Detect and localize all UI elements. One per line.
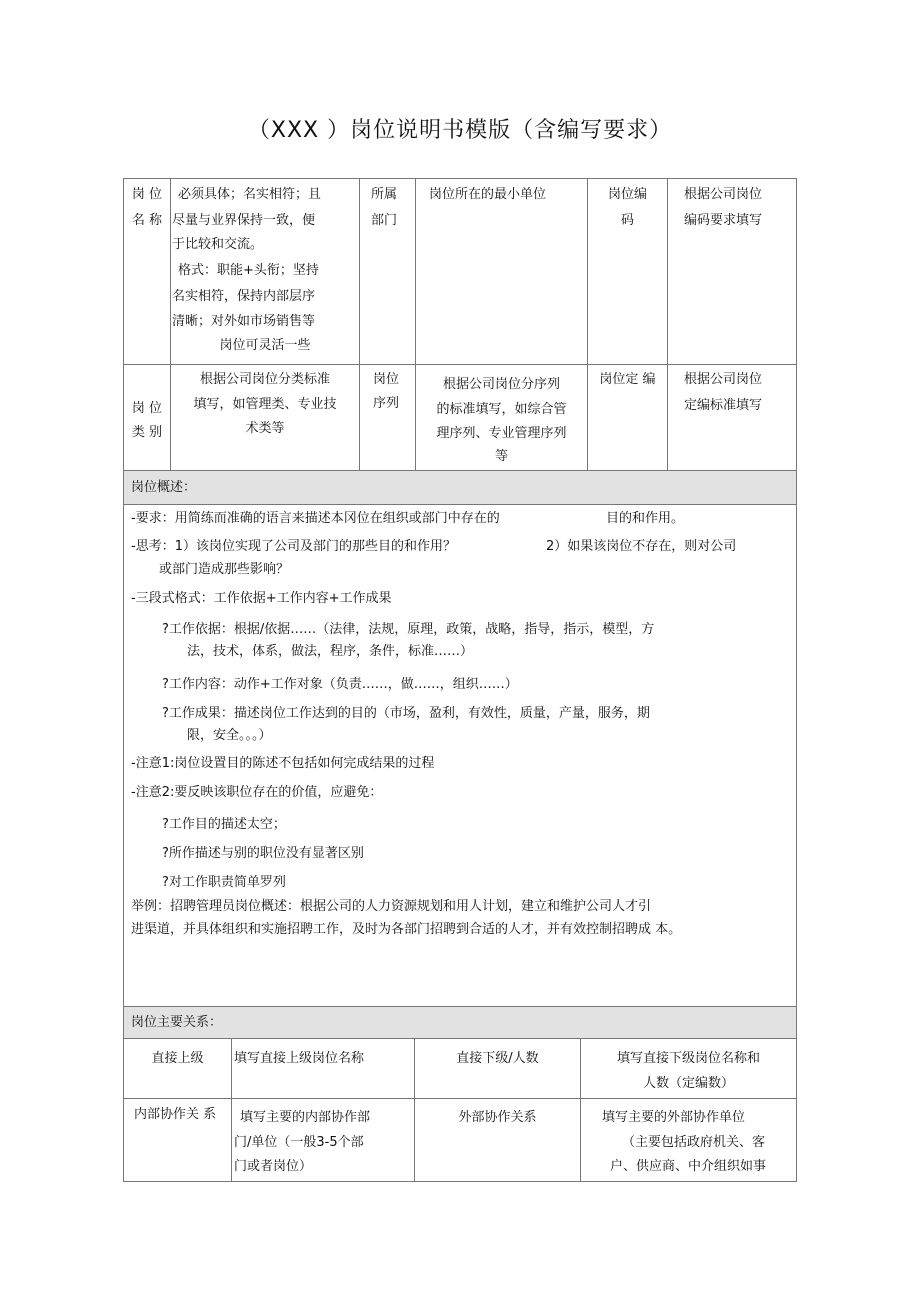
overview-header-band (124, 470, 797, 504)
code-label-2: 码 (620, 213, 634, 228)
overview-example-1: 举例：招聘管理员岗位概述：根据公司的人力资源规划和用人计划，建立和维护公司人才引 (131, 899, 652, 914)
position-name-label-1: 岗 位 (131, 187, 163, 202)
code-value-2: 编码要求填写 (684, 213, 763, 228)
category-value-1: 根据公司岗位分类标准 (199, 372, 330, 387)
overview-note2: -注意2:要反映该职位存在的价值，应避免： (131, 785, 383, 800)
overview-req-2: 目的和作用。 (606, 511, 685, 526)
subordinate-value-1: 填写直接下级岗位名称和 (616, 1051, 760, 1066)
dept-label-2: 部门 (371, 213, 398, 228)
quota-label: 岗位定 编 (599, 372, 656, 387)
document-title: （XXX ）岗位说明书模版（含编写要求） (247, 118, 673, 143)
relations-header: 岗位主要关系： (131, 1015, 223, 1030)
overview-header: 岗位概述： (131, 480, 197, 495)
overview-req-1: -要求：用简练而准确的语言来描述本冈位在组织或部门中存在的 (131, 511, 500, 526)
overview-note1: -注意1:岗位设置目的陈述不包括如何完成结果的过程 (131, 756, 435, 771)
code-label-1: 岗位编 (607, 187, 647, 202)
position-name-req-2: 尽量与业界保持一致，便 (172, 213, 316, 228)
overview-basis-1: ?工作依据：根据/依据……（法律，法规，原理，政策，战略，指导，指示，模型，方 (162, 622, 655, 637)
overview-content: ?工作内容：动作+工作对象（负责……，做……，组织……） (162, 677, 518, 692)
internal-label: 内部协作关 系 (134, 1107, 217, 1122)
relations-header-band (124, 1006, 797, 1038)
overview-result-2: 限，安全。。。） (187, 728, 272, 743)
position-name-req-1: 必须具体；名实相符；且 (178, 187, 322, 202)
category-label-1: 岗 位 (131, 401, 163, 416)
position-name-format-3: 清晰；对外如市场销售等 (172, 314, 316, 329)
position-name-format-1: 格式：职能+头衔；坚持 (178, 263, 319, 278)
external-value-3: 户、供应商、中介组织如事 (610, 1159, 767, 1174)
category-value-3: 术类等 (245, 421, 285, 436)
overview-format: -三段式格式：工作依据+工作内容+工作成果 (131, 591, 392, 606)
dept-label-1: 所属 (371, 187, 398, 202)
quota-value-2: 定编标准填写 (684, 398, 763, 413)
external-value-2: （主要包括政府机关、客 (622, 1135, 766, 1150)
sequence-value-3: 理序列、专业管理序列 (436, 426, 567, 441)
sequence-value-1: 根据公司岗位分序列 (442, 377, 560, 392)
overview-avoid-1: ?工作目的描述太空； (162, 817, 286, 832)
quota-value-1: 根据公司岗位 (684, 372, 763, 387)
sequence-label-2: 序列 (373, 396, 400, 411)
position-name-req-3: 于比较和交流。 (172, 237, 264, 252)
category-label-2: 类 别 (131, 425, 163, 440)
sequence-value-2: 的标准填写，如综合管 (436, 402, 567, 417)
position-name-format-2: 名实相符，保持内部层序 (172, 289, 316, 304)
overview-think-3: 或部门造成那些影响？ (159, 562, 290, 577)
overview-result-1: ?工作成果：描述岗位工作达到的目的（市场，盈利，有效性，质量，产量，服务，期 (162, 706, 650, 721)
external-label: 外部协作关系 (458, 1110, 537, 1125)
overview-think-1: -思考：1）该岗位实现了公司及部门的那些目的和作用？ (131, 539, 456, 554)
overview-avoid-3: ?对工作职责简单罗列 (162, 875, 286, 890)
category-value-2: 填写，如管理类、专业技 (193, 397, 337, 412)
position-name-label-2: 名 称 (131, 213, 163, 228)
position-name-format-4: 岗位可灵活一些 (219, 338, 311, 353)
sequence-label-1: 岗位 (373, 372, 400, 387)
overview-basis-2: 法，技术，体系，做法，程序，条件，标准……） (187, 644, 474, 659)
subordinate-value-2: 人数（定编数） (642, 1076, 734, 1091)
internal-value-2: 门/单位（一般3-5个部 (234, 1135, 364, 1150)
subordinate-label: 直接下级/人数 (456, 1051, 539, 1066)
internal-value-3: 门或者岗位） (234, 1159, 313, 1174)
overview-example-2: 进渠道，并具体组织和实施招聘工作，及时为各部门招聘到合适的人才，并有效控制招聘成 本。 (131, 922, 682, 937)
overview-think-2: 2）如果该岗位不存在，则对公司 (546, 539, 737, 554)
overview-avoid-2: ?所作描述与别的职位没有显著区别 (162, 846, 364, 861)
superior-value: 填写直接上级岗位名称 (234, 1051, 365, 1066)
dept-value: 岗位所在的最小单位 (429, 187, 547, 202)
sequence-value-4: 等 (494, 449, 508, 464)
external-value-1: 填写主要的外部协作单位 (602, 1110, 746, 1125)
superior-label: 直接上级 (151, 1051, 204, 1066)
internal-value-1: 填写主要的内部协作部 (240, 1110, 371, 1125)
code-value-1: 根据公司岗位 (684, 187, 763, 202)
